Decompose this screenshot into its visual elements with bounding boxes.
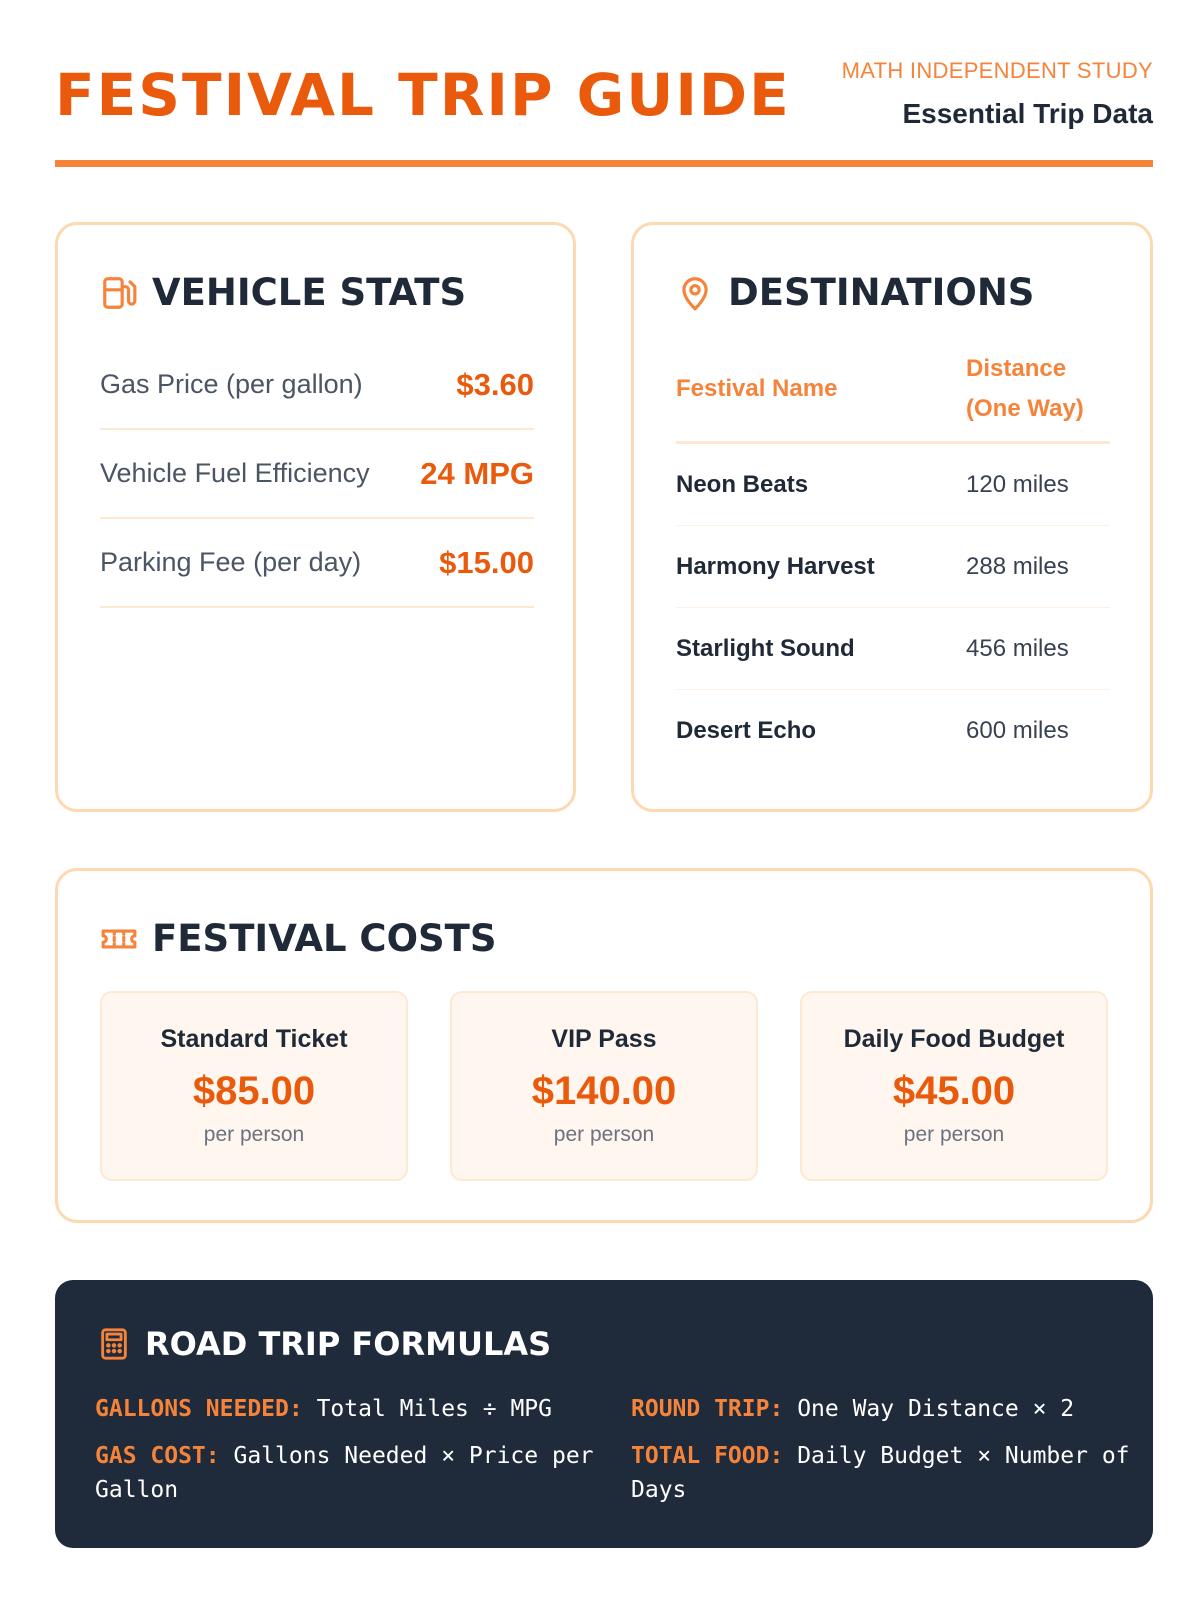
column-header-distance: Distance (One Way)	[966, 355, 1084, 422]
fuel-pump-icon	[100, 274, 138, 312]
table-row	[676, 526, 1110, 608]
cost-name: VIP Pass	[551, 1025, 657, 1053]
cost-price: $140.00	[531, 1069, 677, 1113]
map-pin-icon	[676, 274, 714, 312]
column-header-festival: Festival Name	[676, 375, 838, 402]
destinations-table	[676, 337, 1110, 772]
cost-name: Daily Food Budget	[843, 1025, 1065, 1053]
formula-round-trip	[631, 1392, 1131, 1426]
formulas-heading: ROAD TRIP FORMULAS	[145, 1325, 552, 1363]
stat-value: $15.00	[439, 544, 534, 580]
destinations-heading: DESTINATIONS	[728, 271, 1035, 314]
stat-row-parking-fee	[100, 519, 534, 608]
cost-box-daily-food	[800, 991, 1108, 1181]
formula-text: Daily Budget × Number of Days	[631, 1443, 1130, 1503]
destinations-card	[631, 222, 1153, 812]
stat-row-fuel-efficiency	[100, 430, 534, 519]
table-row	[676, 608, 1110, 690]
vehicle-stats-header	[100, 269, 466, 317]
formula-key: GAS COST:	[95, 1443, 220, 1469]
header-kicker: MATH INDEPENDENT STUDY	[841, 58, 1153, 83]
cost-unit: per person	[903, 1123, 1005, 1146]
header-meta	[842, 57, 1153, 131]
festival-costs-heading: FESTIVAL COSTS	[152, 917, 497, 960]
festival-name: Starlight Sound	[676, 634, 855, 662]
page-title: FESTIVAL TRIP GUIDE	[55, 61, 791, 129]
destinations-header	[676, 269, 1034, 317]
stat-value: 24 MPG	[420, 455, 534, 491]
stat-label: Vehicle Fuel Efficiency	[100, 458, 370, 488]
festival-distance: 456 miles	[966, 634, 1069, 662]
cost-box-vip-pass	[450, 991, 758, 1181]
festival-name: Neon Beats	[676, 470, 809, 498]
vehicle-stats-heading: VEHICLE STATS	[152, 271, 467, 314]
cost-box-standard-ticket	[100, 991, 408, 1181]
cost-unit: per person	[203, 1123, 305, 1146]
table-row	[676, 690, 1110, 772]
festival-name: Harmony Harvest	[676, 552, 875, 580]
formula-gallons-needed	[95, 1392, 595, 1426]
formula-text: Gallons Needed × Price per Gallon	[95, 1443, 594, 1503]
formulas-header	[97, 1320, 551, 1368]
cost-price: $45.00	[892, 1069, 1016, 1113]
stat-value: $3.60	[456, 366, 534, 402]
page-header	[55, 55, 1153, 167]
formula-key: TOTAL FOOD:	[631, 1443, 784, 1469]
ticket-icon	[100, 920, 138, 958]
stat-row-gas-price	[100, 341, 534, 430]
festival-distance: 120 miles	[966, 470, 1069, 498]
table-row	[676, 444, 1110, 526]
formula-key: GALLONS NEEDED:	[95, 1396, 303, 1422]
vehicle-stats-list	[100, 341, 534, 608]
festival-costs-header	[100, 915, 497, 963]
calculator-icon	[97, 1325, 131, 1363]
festival-distance: 600 miles	[966, 717, 1069, 744]
stat-label: Parking Fee (per day)	[100, 547, 362, 577]
header-subtitle: Essential Trip Data	[902, 98, 1153, 129]
formula-total-food	[631, 1439, 1131, 1507]
festival-distance: 288 miles	[966, 552, 1069, 580]
festival-name: Desert Echo	[676, 717, 817, 744]
formula-text: One Way Distance × 2	[797, 1396, 1075, 1422]
cost-unit: per person	[553, 1123, 655, 1146]
stat-label: Gas Price (per gallon)	[100, 369, 363, 399]
vehicle-stats-card	[55, 222, 576, 812]
cost-grid	[100, 991, 1110, 1181]
cost-name: Standard Ticket	[160, 1025, 348, 1053]
road-trip-formulas-panel	[55, 1280, 1153, 1548]
formula-gas-cost	[95, 1439, 595, 1507]
formula-key: ROUND TRIP:	[631, 1396, 784, 1422]
festival-costs-card	[55, 868, 1153, 1223]
cost-price: $85.00	[192, 1069, 316, 1113]
formula-text: Total Miles ÷ MPG	[316, 1396, 552, 1422]
table-header	[676, 337, 1110, 444]
